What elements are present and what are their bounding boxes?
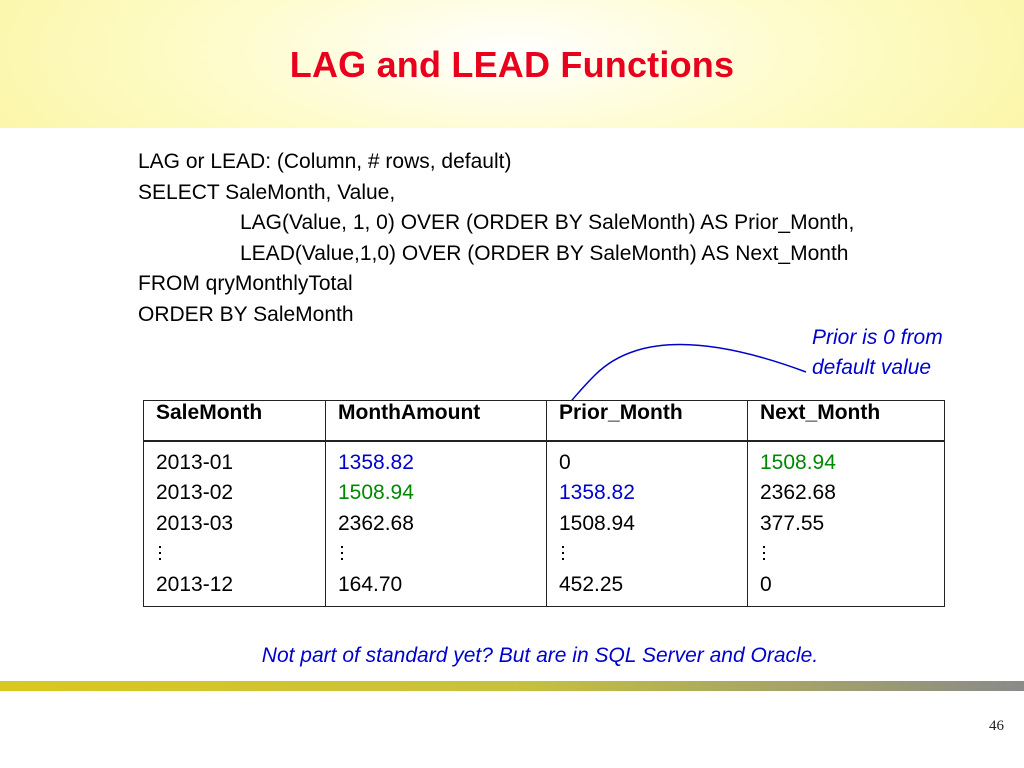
callout-note	[812, 323, 1012, 383]
code-line: SELECT SaleMonth, Value,	[138, 180, 396, 204]
footnote: Not part of standard yet? But are in SQL Server and Oracle.	[261, 644, 819, 667]
cell-value: 0	[760, 572, 772, 596]
sql-code-block	[138, 147, 854, 330]
cell-value: 1358.82	[338, 450, 414, 474]
column-header: MonthAmount	[326, 401, 547, 441]
cell-value: 0	[559, 450, 571, 474]
page-number: 46	[989, 718, 1004, 734]
salemonth-cell	[144, 441, 326, 607]
vertical-ellipsis	[156, 539, 313, 570]
code-line: FROM qryMonthlyTotal	[138, 272, 353, 295]
cell-value: 2362.68	[338, 511, 414, 535]
callout-line: default value	[812, 356, 932, 379]
table-row	[144, 441, 945, 607]
cell-value: 1508.94	[559, 511, 635, 535]
cell-value: 1508.94	[338, 481, 414, 504]
cell-value: 2013-02	[156, 481, 234, 504]
cell-value: 1358.82	[559, 481, 635, 504]
vertical-ellipsis	[760, 539, 932, 570]
cell-value: 2013-12	[156, 572, 234, 596]
cell-value: 452.25	[559, 572, 624, 596]
column-header: SaleMonth	[144, 401, 326, 441]
cell-value: 164.70	[338, 572, 403, 596]
vertical-ellipsis	[338, 539, 534, 570]
next-month-cell	[748, 441, 945, 607]
cell-value: 2362.68	[760, 481, 836, 504]
monthamount-cell	[326, 441, 547, 607]
cell-value: 2013-01	[156, 450, 234, 474]
vertical-ellipsis	[559, 539, 735, 570]
column-header: Next_Month	[748, 401, 945, 441]
cell-value: 2013-03	[156, 511, 234, 535]
footer-bar	[0, 681, 1024, 691]
prior-month-cell	[547, 441, 748, 607]
cell-value: 1508.94	[760, 450, 836, 474]
cell-value: 377.55	[760, 511, 825, 535]
column-header: Prior_Month	[547, 401, 748, 441]
slide-title: LAG and LEAD Functions	[289, 44, 735, 85]
results-table	[143, 400, 945, 607]
code-line: LAG(Value, 1, 0) OVER (ORDER BY SaleMonth) AS Prior_Month,	[240, 211, 855, 234]
callout-line: Prior is 0 from	[812, 326, 943, 349]
code-line: ORDER BY SaleMonth	[138, 302, 354, 326]
code-line: LAG or LEAD: (Column, # rows, default)	[138, 150, 512, 173]
code-line: LEAD(Value,1,0) OVER (ORDER BY SaleMonth) AS Next_Month	[240, 241, 849, 265]
table-header-row	[144, 401, 945, 441]
